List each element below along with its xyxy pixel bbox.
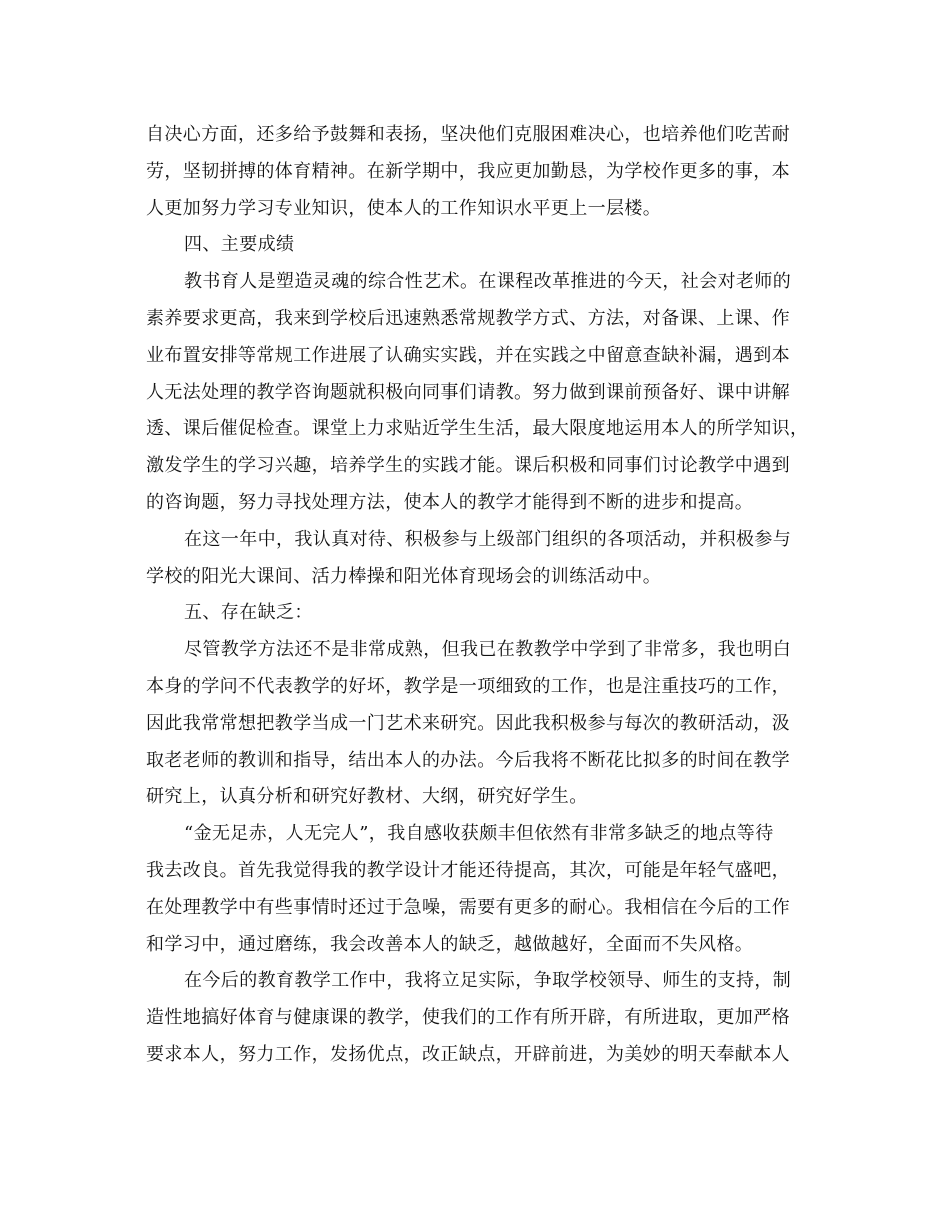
text-line: 本身的学问不代表教学的好坏，教学是一项细致的工作，也是注重技巧的工作， bbox=[146, 675, 790, 697]
text-line: 素养要求更高，我来到学校后迅速熟悉常规教学方式、方法，对备课、上课、作 bbox=[146, 307, 790, 329]
text-line: 尽管教学方法还不是非常成熟，但我已在教教学中学到了非常多，我也明白 bbox=[184, 639, 792, 661]
text-line: 的咨询题，努力寻找处理方法，使本人的教学才能得到不断的进步和提高。 bbox=[146, 491, 754, 513]
text-line: 激发学生的学习兴趣，培养学生的实践才能。课后积极和同事们讨论教学中遇到 bbox=[146, 455, 790, 477]
text-line: 劳，坚韧拼搏的体育精神。在新学期中，我应更加勤恳，为学校作更多的事，本 bbox=[146, 160, 790, 182]
text-line: “金无足赤，人无完人”，我自感收获颇丰但依然有非常多缺乏的地点等待 bbox=[184, 823, 774, 845]
text-line: 教书育人是塑造灵魂的综合性艺术。在课程改革推进的今天，社会对老师的 bbox=[184, 271, 792, 293]
text-line: 业布置安排等常规工作进展了认确实实践，并在实践之中留意查缺补漏，遇到本 bbox=[146, 344, 790, 366]
text-line: 透、课后催促检查。课堂上力求贴近学生生活，最大限度地运用本人的所学知识， bbox=[146, 418, 809, 440]
text-line: 和学习中，通过磨练，我会改善本人的缺乏，越做越好，全面而不失风格。 bbox=[146, 933, 754, 955]
text-line: 要求本人，努力工作，发扬优点，改正缺点，开辟前进，为美妙的明天奉献本人 bbox=[146, 1043, 790, 1065]
text-line: 在今后的教育教学工作中，我将立足实际，争取学校领导、师生的支持，制 bbox=[184, 970, 792, 992]
text-line: 学校的阳光大课间、活力棒操和阳光体育现场会的训练活动中。 bbox=[146, 565, 662, 587]
document-body bbox=[146, 117, 808, 1074]
text-line: 人无法处理的教学咨询题就积极向同事们请教。努力做到课前预备好、课中讲解 bbox=[146, 381, 790, 403]
text-line: 造性地搞好体育与健康课的教学，使我们的工作有所开辟，有所进取，更加严格 bbox=[146, 1007, 790, 1029]
section-heading: 五、存在缺乏： bbox=[184, 602, 313, 624]
text-line: 在这一年中，我认真对待、积极参与上级部门组织的各项活动，并积极参与 bbox=[184, 528, 792, 550]
text-line: 因此我常常想把教学当成一门艺术来研究。因此我积极参与每次的教研活动，汲 bbox=[146, 712, 790, 734]
text-line: 人更加努力学习专业知识，使本人的工作知识水平更上一层楼。 bbox=[146, 197, 662, 219]
text-line: 在处理教学中有些事情时还过于急噪，需要有更多的耐心。我相信在今后的工作 bbox=[146, 896, 790, 918]
section-heading: 四、主要成绩 bbox=[184, 234, 295, 256]
text-line: 研究上，认真分析和研究好教材、大纲，研究好学生。 bbox=[146, 786, 588, 808]
text-line: 我去改良。首先我觉得我的教学设计才能还待提高，其次，可能是年轻气盛吧， bbox=[146, 859, 790, 881]
text-line: 取老老师的教训和指导，结出本人的办法。今后我将不断花比拟多的时间在教学 bbox=[146, 749, 790, 771]
text-line: 自决心方面，还多给予鼓舞和表扬，坚决他们克服困难决心，也培养他们吃苦耐 bbox=[146, 124, 790, 145]
